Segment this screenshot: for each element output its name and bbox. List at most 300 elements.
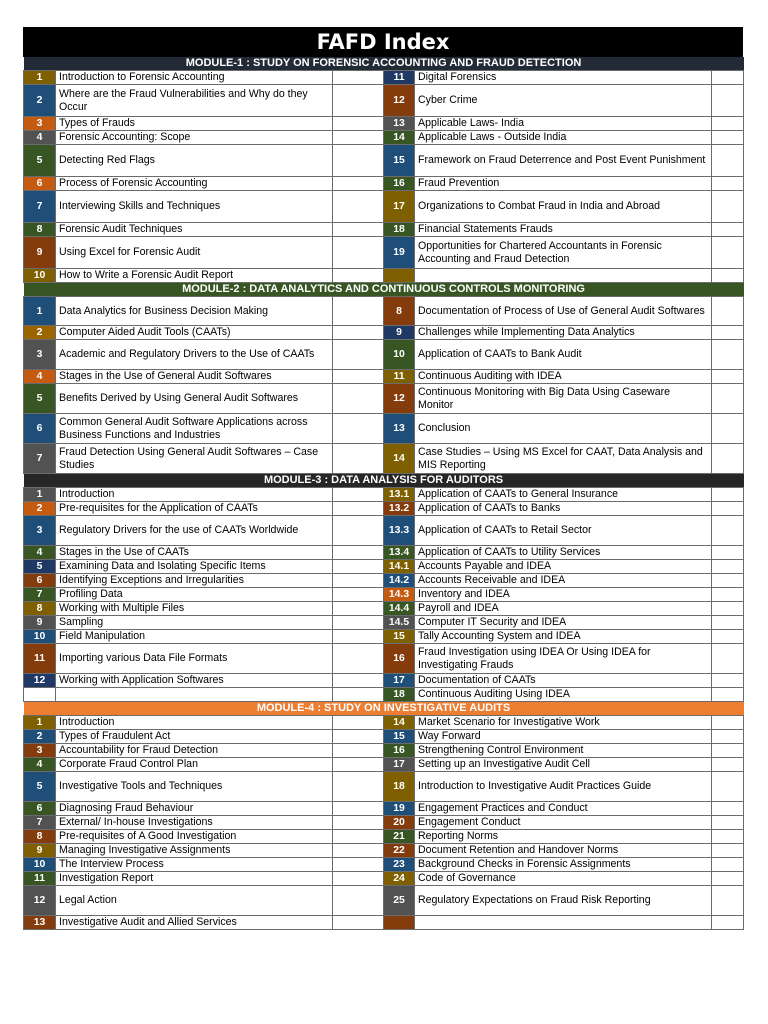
chapter-number: 15	[384, 730, 415, 744]
chapter-number: 3	[24, 744, 56, 758]
chapter-number: 2	[24, 326, 56, 340]
chapter-title: Corporate Fraud Control Plan	[56, 758, 333, 772]
chapter-number: 13.2	[384, 502, 415, 516]
blank-cell	[333, 546, 384, 560]
chapter-title: Using Excel for Forensic Audit	[56, 237, 333, 269]
chapter-title: Fraud Prevention	[415, 177, 712, 191]
table-row	[24, 384, 744, 414]
chapter-title: Application of CAATs to Utility Services	[415, 546, 712, 560]
chapter-title: Opportunities for Chartered Accountants in Forensic Accounting and Fraud Detection	[415, 237, 712, 269]
chapter-number: 3	[24, 340, 56, 370]
blank-cell	[712, 546, 744, 560]
chapter-title: Importing various Data File Formats	[56, 644, 333, 674]
chapter-number: 13	[384, 414, 415, 444]
chapter-number: 14.5	[384, 616, 415, 630]
index-table	[23, 57, 744, 930]
chapter-title: Detecting Red Flags	[56, 145, 333, 177]
chapter-number: 25	[384, 886, 415, 916]
blank-cell	[333, 502, 384, 516]
table-row	[24, 502, 744, 516]
blank-cell	[712, 588, 744, 602]
chapter-title: Process of Forensic Accounting	[56, 177, 333, 191]
chapter-number: 14	[384, 131, 415, 145]
blank-cell	[712, 574, 744, 588]
blank-cell	[712, 688, 744, 702]
table-row	[24, 574, 744, 588]
chapter-title: Investigative Tools and Techniques	[56, 772, 333, 802]
module-heading: MODULE-4 : STUDY ON INVESTIGATIVE AUDITS	[24, 702, 744, 716]
chapter-number: 13.3	[384, 516, 415, 546]
chapter-title: Continuous Auditing Using IDEA	[415, 688, 712, 702]
table-row	[24, 370, 744, 384]
table-row	[24, 177, 744, 191]
chapter-title	[415, 916, 712, 930]
blank-cell	[712, 237, 744, 269]
chapter-number: 13	[384, 117, 415, 131]
blank-cell	[712, 802, 744, 816]
blank-cell	[333, 674, 384, 688]
chapter-number: 18	[384, 688, 415, 702]
table-row	[24, 340, 744, 370]
blank-cell	[712, 744, 744, 758]
blank-cell	[712, 830, 744, 844]
table-row	[24, 830, 744, 844]
table-row	[24, 916, 744, 930]
blank-cell	[712, 145, 744, 177]
index-sheet	[23, 27, 743, 930]
chapter-number: 4	[24, 546, 56, 560]
module-heading: MODULE-2 : DATA ANALYTICS AND CONTINUOUS CONTROLS MONITORING	[24, 283, 744, 297]
table-row	[24, 85, 744, 117]
chapter-number: 16	[384, 744, 415, 758]
chapter-number: 9	[24, 844, 56, 858]
chapter-title: Conclusion	[415, 414, 712, 444]
blank-cell	[712, 858, 744, 872]
blank-cell	[712, 716, 744, 730]
chapter-title: Application of CAATs to General Insurance	[415, 488, 712, 502]
blank-cell	[333, 830, 384, 844]
chapter-title: Regulatory Drivers for the use of CAATs Worldwide	[56, 516, 333, 546]
chapter-title: Accountability for Fraud Detection	[56, 744, 333, 758]
chapter-number: 13.4	[384, 546, 415, 560]
blank-cell	[712, 560, 744, 574]
blank-cell	[333, 730, 384, 744]
table-row	[24, 237, 744, 269]
chapter-number: 1	[24, 71, 56, 85]
chapter-title: Sampling	[56, 616, 333, 630]
chapter-number: 3	[24, 516, 56, 546]
chapter-number: 13	[24, 916, 56, 930]
chapter-title: Fraud Investigation using IDEA Or Using IDEA for Investigating Frauds	[415, 644, 712, 674]
chapter-title	[415, 269, 712, 283]
blank-cell	[333, 588, 384, 602]
chapter-title: Payroll and IDEA	[415, 602, 712, 616]
blank-cell	[333, 602, 384, 616]
chapter-title: Applicable Laws - Outside India	[415, 131, 712, 145]
table-row	[24, 269, 744, 283]
blank-cell	[712, 340, 744, 370]
chapter-title: Continuous Monitoring with Big Data Using Caseware Monitor	[415, 384, 712, 414]
chapter-title: Digital Forensics	[415, 71, 712, 85]
chapter-title: Pre-requisites for the Application of CAATs	[56, 502, 333, 516]
blank-cell	[333, 71, 384, 85]
chapter-number: 1	[24, 297, 56, 326]
blank-cell	[712, 772, 744, 802]
chapter-title: Working with Application Softwares	[56, 674, 333, 688]
chapter-title: Types of Frauds	[56, 117, 333, 131]
chapter-title: Introduction to Investigative Audit Practices Guide	[415, 772, 712, 802]
blank-cell	[333, 131, 384, 145]
blank-cell	[333, 630, 384, 644]
blank-cell	[333, 370, 384, 384]
chapter-title: Reporting Norms	[415, 830, 712, 844]
blank-cell	[712, 872, 744, 886]
chapter-number: 14.4	[384, 602, 415, 616]
chapter-number: 4	[24, 370, 56, 384]
chapter-title: Forensic Audit Techniques	[56, 223, 333, 237]
blank-cell	[712, 177, 744, 191]
chapter-number: 3	[24, 117, 56, 131]
chapter-number: 9	[24, 237, 56, 269]
table-row	[24, 588, 744, 602]
table-row	[24, 772, 744, 802]
table-row	[24, 602, 744, 616]
blank-cell	[712, 269, 744, 283]
chapter-number: 13.1	[384, 488, 415, 502]
chapter-title: Tally Accounting System and IDEA	[415, 630, 712, 644]
chapter-number: 5	[24, 772, 56, 802]
blank-cell	[712, 488, 744, 502]
chapter-number: 12	[24, 674, 56, 688]
blank-cell	[333, 85, 384, 117]
chapter-number: 4	[24, 758, 56, 772]
chapter-number: 23	[384, 858, 415, 872]
chapter-title: Engagement Conduct	[415, 816, 712, 830]
table-row	[24, 145, 744, 177]
chapter-title: Investigation Report	[56, 872, 333, 886]
blank-cell	[333, 858, 384, 872]
chapter-title: Computer IT Security and IDEA	[415, 616, 712, 630]
blank-cell	[712, 384, 744, 414]
blank-cell	[712, 223, 744, 237]
table-row	[24, 71, 744, 85]
chapter-title: Continuous Auditing with IDEA	[415, 370, 712, 384]
chapter-number: 10	[24, 269, 56, 283]
blank-cell	[333, 886, 384, 916]
table-row	[24, 872, 744, 886]
chapter-number: 17	[384, 758, 415, 772]
table-row	[24, 131, 744, 145]
blank-cell	[333, 117, 384, 131]
chapter-number: 10	[24, 858, 56, 872]
chapter-title: Legal Action	[56, 886, 333, 916]
chapter-number: 17	[384, 191, 415, 223]
blank-cell	[712, 630, 744, 644]
chapter-title: Interviewing Skills and Techniques	[56, 191, 333, 223]
chapter-title: Working with Multiple Files	[56, 602, 333, 616]
chapter-title: Investigative Audit and Allied Services	[56, 916, 333, 930]
module-heading-row	[24, 702, 744, 716]
blank-cell	[333, 326, 384, 340]
chapter-number: 7	[24, 588, 56, 602]
table-row	[24, 802, 744, 816]
module-heading-row	[24, 57, 744, 71]
chapter-number: 24	[384, 872, 415, 886]
chapter-number: 9	[24, 616, 56, 630]
blank-cell	[333, 872, 384, 886]
blank-cell	[333, 516, 384, 546]
table-row	[24, 886, 744, 916]
chapter-title: Framework on Fraud Deterrence and Post Event Punishment	[415, 145, 712, 177]
chapter-number	[384, 916, 415, 930]
blank-cell	[712, 730, 744, 744]
chapter-title: Applicable Laws- India	[415, 117, 712, 131]
table-row	[24, 630, 744, 644]
chapter-number: 16	[384, 177, 415, 191]
chapter-title: Introduction	[56, 716, 333, 730]
chapter-number	[384, 269, 415, 283]
chapter-number: 6	[24, 414, 56, 444]
table-row	[24, 844, 744, 858]
blank-cell	[712, 516, 744, 546]
chapter-title: The Interview Process	[56, 858, 333, 872]
chapter-title: Profiling Data	[56, 588, 333, 602]
table-row	[24, 516, 744, 546]
chapter-title: Engagement Practices and Conduct	[415, 802, 712, 816]
chapter-title: Pre-requisites of A Good Investigation	[56, 830, 333, 844]
blank-cell	[333, 223, 384, 237]
blank-cell	[712, 326, 744, 340]
table-row	[24, 644, 744, 674]
chapter-number: 10	[24, 630, 56, 644]
chapter-title: Managing Investigative Assignments	[56, 844, 333, 858]
blank-cell	[712, 816, 744, 830]
table-row	[24, 546, 744, 560]
chapter-title: Field Manipulation	[56, 630, 333, 644]
blank-cell	[712, 758, 744, 772]
chapter-title: Case Studies – Using MS Excel for CAAT, Data Analysis and MIS Reporting	[415, 444, 712, 474]
chapter-number: 12	[24, 886, 56, 916]
chapter-number: 14.2	[384, 574, 415, 588]
chapter-title: Introduction	[56, 488, 333, 502]
chapter-title: Documentation of CAATs	[415, 674, 712, 688]
blank-cell	[333, 340, 384, 370]
chapter-title: Computer Aided Audit Tools (CAATs)	[56, 326, 333, 340]
blank-cell	[712, 85, 744, 117]
chapter-number: 17	[384, 674, 415, 688]
blank-cell	[333, 574, 384, 588]
blank-cell	[333, 716, 384, 730]
chapter-number: 6	[24, 177, 56, 191]
chapter-number: 2	[24, 730, 56, 744]
table-row	[24, 191, 744, 223]
blank-cell	[333, 644, 384, 674]
chapter-number: 18	[384, 223, 415, 237]
chapter-title: Where are the Fraud Vulnerabilities and Why do they Occur	[56, 85, 333, 117]
chapter-number: 21	[384, 830, 415, 844]
chapter-number: 2	[24, 502, 56, 516]
blank-cell	[333, 414, 384, 444]
blank-cell	[333, 802, 384, 816]
chapter-number: 7	[24, 444, 56, 474]
chapter-number: 20	[384, 816, 415, 830]
table-row	[24, 730, 744, 744]
chapter-title: Background Checks in Forensic Assignments	[415, 858, 712, 872]
chapter-number: 2	[24, 85, 56, 117]
chapter-title: Academic and Regulatory Drivers to the Use of CAATs	[56, 340, 333, 370]
chapter-title: How to Write a Forensic Audit Report	[56, 269, 333, 283]
blank-cell	[712, 297, 744, 326]
chapter-title: Data Analytics for Business Decision Making	[56, 297, 333, 326]
blank-cell	[333, 177, 384, 191]
chapter-title: Stages in the Use of General Audit Softwares	[56, 370, 333, 384]
chapter-number: 8	[24, 223, 56, 237]
chapter-title: Stages in the Use of CAATs	[56, 546, 333, 560]
chapter-number: 14	[384, 444, 415, 474]
chapter-title: Setting up an Investigative Audit Cell	[415, 758, 712, 772]
chapter-number: 6	[24, 802, 56, 816]
chapter-title: Document Retention and Handover Norms	[415, 844, 712, 858]
chapter-title: Challenges while Implementing Data Analytics	[415, 326, 712, 340]
chapter-title: Types of Fraudulent Act	[56, 730, 333, 744]
blank-cell	[333, 237, 384, 269]
blank-cell	[712, 117, 744, 131]
chapter-number: 11	[24, 872, 56, 886]
chapter-number: 1	[24, 716, 56, 730]
blank-cell	[333, 758, 384, 772]
page-title: FAFD Index	[23, 27, 743, 57]
blank-cell	[333, 772, 384, 802]
chapter-number: 16	[384, 644, 415, 674]
blank-cell	[333, 297, 384, 326]
table-row	[24, 758, 744, 772]
blank-cell	[712, 191, 744, 223]
blank-cell	[333, 688, 384, 702]
chapter-number: 8	[24, 830, 56, 844]
chapter-number: 22	[384, 844, 415, 858]
blank-cell	[333, 560, 384, 574]
blank-cell	[712, 602, 744, 616]
table-row	[24, 716, 744, 730]
chapter-title: Benefits Derived by Using General Audit Softwares	[56, 384, 333, 414]
blank-cell	[712, 370, 744, 384]
module-heading-row	[24, 283, 744, 297]
table-row	[24, 117, 744, 131]
chapter-number: 12	[384, 85, 415, 117]
chapter-number: 7	[24, 816, 56, 830]
table-row	[24, 616, 744, 630]
chapter-title: Examining Data and Isolating Specific Items	[56, 560, 333, 574]
chapter-title: Forensic Accounting: Scope	[56, 131, 333, 145]
chapter-title: Organizations to Combat Fraud in India and Abroad	[415, 191, 712, 223]
table-row	[24, 223, 744, 237]
chapter-title: Cyber Crime	[415, 85, 712, 117]
blank-cell	[333, 444, 384, 474]
chapter-title: Regulatory Expectations on Fraud Risk Reporting	[415, 886, 712, 916]
chapter-number: 5	[24, 145, 56, 177]
blank-cell	[712, 644, 744, 674]
module-heading: MODULE-1 : STUDY ON FORENSIC ACCOUNTING AND FRAUD DETECTION	[24, 57, 744, 71]
blank-cell	[333, 616, 384, 630]
chapter-number: 5	[24, 560, 56, 574]
blank-cell	[333, 844, 384, 858]
blank-cell	[333, 269, 384, 283]
chapter-title: Diagnosing Fraud Behaviour	[56, 802, 333, 816]
chapter-number: 15	[384, 630, 415, 644]
chapter-number: 7	[24, 191, 56, 223]
chapter-number: 14.1	[384, 560, 415, 574]
chapter-number: 8	[24, 602, 56, 616]
table-row	[24, 297, 744, 326]
module-heading: MODULE-3 : DATA ANALYSIS FOR AUDITORS	[24, 474, 744, 488]
blank-cell	[712, 844, 744, 858]
chapter-title: Fraud Detection Using General Audit Softwares – Case Studies	[56, 444, 333, 474]
blank-cell	[712, 502, 744, 516]
chapter-number: 14	[384, 716, 415, 730]
blank-cell	[333, 488, 384, 502]
chapter-title: Accounts Payable and IDEA	[415, 560, 712, 574]
chapter-title: Common General Audit Software Applications across Business Functions and Industries	[56, 414, 333, 444]
chapter-title: Introduction to Forensic Accounting	[56, 71, 333, 85]
blank-cell	[333, 145, 384, 177]
chapter-number: 11	[384, 71, 415, 85]
blank-cell	[712, 674, 744, 688]
module-heading-row	[24, 474, 744, 488]
blank-cell	[712, 616, 744, 630]
blank-cell	[333, 191, 384, 223]
chapter-title: Financial Statements Frauds	[415, 223, 712, 237]
chapter-number: 11	[384, 370, 415, 384]
blank-cell	[333, 816, 384, 830]
chapter-title: Application of CAATs to Banks	[415, 502, 712, 516]
table-row	[24, 858, 744, 872]
chapter-number: 10	[384, 340, 415, 370]
table-row	[24, 688, 744, 702]
table-row	[24, 816, 744, 830]
chapter-number: 19	[384, 802, 415, 816]
table-row	[24, 744, 744, 758]
blank-cell	[333, 916, 384, 930]
chapter-title: Identifying Exceptions and Irregularities	[56, 574, 333, 588]
blank-cell	[712, 444, 744, 474]
blank-cell	[333, 744, 384, 758]
table-row	[24, 444, 744, 474]
chapter-title: Application of CAATs to Bank Audit	[415, 340, 712, 370]
chapter-title: Accounts Receivable and IDEA	[415, 574, 712, 588]
chapter-number: 9	[384, 326, 415, 340]
chapter-number: 19	[384, 237, 415, 269]
chapter-title: Code of Governance	[415, 872, 712, 886]
chapter-number: 8	[384, 297, 415, 326]
chapter-number: 18	[384, 772, 415, 802]
chapter-number: 15	[384, 145, 415, 177]
chapter-number: 6	[24, 574, 56, 588]
chapter-title: Application of CAATs to Retail Sector	[415, 516, 712, 546]
chapter-title: Inventory and IDEA	[415, 588, 712, 602]
table-row	[24, 326, 744, 340]
blank-cell	[712, 131, 744, 145]
table-row	[24, 674, 744, 688]
table-row	[24, 560, 744, 574]
blank-cell	[712, 71, 744, 85]
chapter-number: 5	[24, 384, 56, 414]
blank-cell	[712, 414, 744, 444]
chapter-number	[24, 688, 56, 702]
blank-cell	[712, 886, 744, 916]
chapter-number: 11	[24, 644, 56, 674]
table-row	[24, 488, 744, 502]
chapter-number: 12	[384, 384, 415, 414]
